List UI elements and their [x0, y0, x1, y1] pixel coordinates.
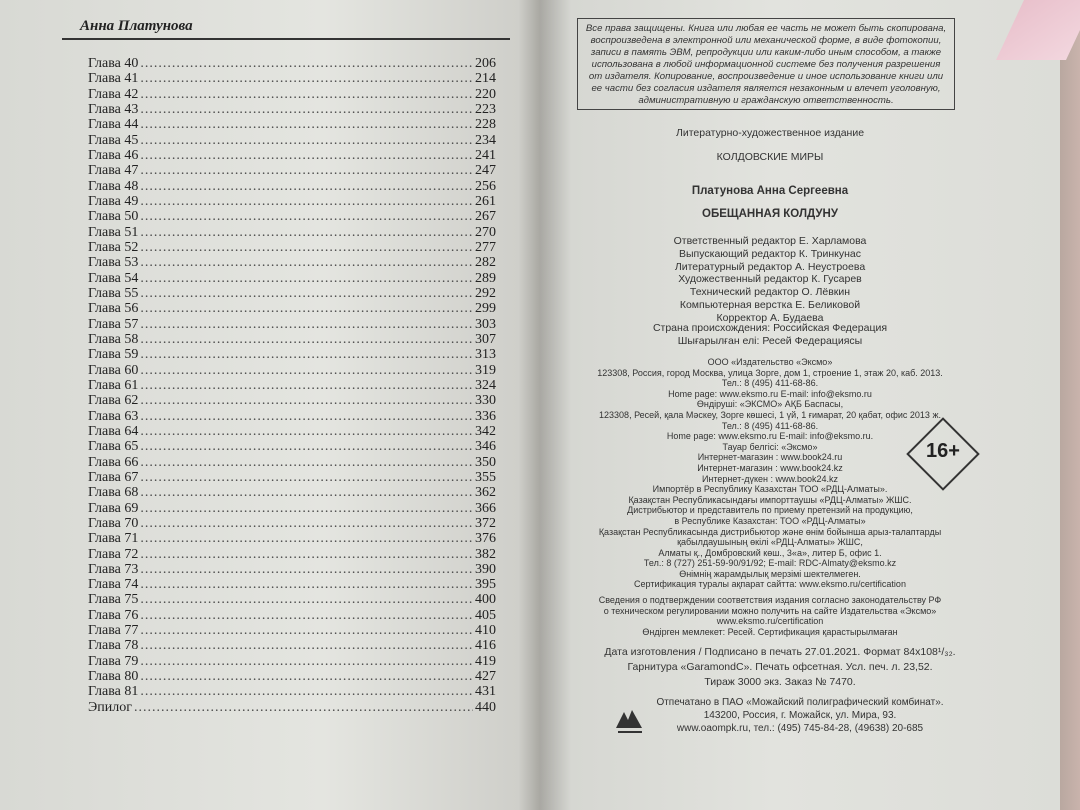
toc-row: [88, 332, 496, 347]
toc-title: Глава 47: [88, 163, 139, 179]
book-edge: [1060, 0, 1080, 810]
credit-line: Корректор А. Будаева: [716, 311, 824, 324]
toc-leader-dots: [140, 577, 473, 592]
toc-title: Глава 72: [88, 546, 139, 562]
toc-leader-dots: [140, 562, 473, 577]
toc-leader-dots: [140, 455, 473, 470]
publisher-line: Сертификация туралы ақпарат сайтта: www.eksmo.ru/certification: [634, 579, 906, 590]
toc-title: Глава 55: [88, 285, 139, 301]
toc-leader-dots: [140, 547, 473, 562]
toc-leader-dots: [140, 623, 473, 638]
toc-title: Глава 74: [88, 577, 139, 593]
toc-page-number: 372: [475, 515, 496, 531]
toc-leader-dots: [140, 424, 473, 439]
toc-page-number: 336: [475, 408, 496, 424]
toc-row: [88, 225, 496, 240]
print-info-line: Гарнитура «GaramondC». Печать офсетная. Усл. печ. л. 23,52.: [627, 661, 933, 673]
toc-title: Глава 42: [88, 86, 139, 102]
toc-page-number: 223: [475, 101, 496, 117]
toc-row: [88, 654, 496, 669]
toc-leader-dots: [134, 700, 473, 715]
edition-type: Литературно-художественное издание: [675, 127, 865, 139]
toc-leader-dots: [140, 531, 473, 546]
toc-page-number: 376: [475, 531, 496, 547]
toc-leader-dots: [140, 592, 473, 607]
toc-title: Эпилог: [88, 699, 132, 715]
publisher-line: 123308, Россия, город Москва, улица Зорге, дом 1, строение 1, этаж 20, каб. 2013.: [597, 367, 943, 378]
toc-page-number: 416: [475, 638, 496, 654]
author-name: Платунова Анна Сергеевна: [691, 185, 849, 197]
publisher-line: 123308, Ресей, қала Мәскеу, Зорге көшесі, 1 үй, 1 ғимарат, 20 қабат, офис 2013 ж.: [599, 409, 941, 420]
toc-leader-dots: [140, 470, 473, 485]
printer-logo-icon: [612, 702, 646, 736]
toc-page-number: 431: [475, 684, 496, 700]
publisher-line: Импортёр в Республику Казахстан ТОО «РДЦ-Алматы».: [652, 484, 888, 495]
toc-leader-dots: [140, 163, 473, 178]
origin-info: [560, 322, 980, 348]
toc-row: [88, 317, 496, 332]
toc-row: [88, 562, 496, 577]
publisher-line: Тел.: 8 (495) 411-68-86.: [721, 378, 819, 389]
toc-page-number: 382: [475, 546, 496, 562]
toc-leader-dots: [140, 102, 473, 117]
toc-title: Глава 57: [88, 316, 139, 332]
toc-row: [88, 347, 496, 362]
toc-row: [88, 547, 496, 562]
toc-page-number: 241: [475, 147, 496, 163]
toc-title: Глава 64: [88, 423, 139, 439]
toc-row: [88, 163, 496, 178]
print-info: [580, 645, 980, 690]
toc-leader-dots: [140, 117, 473, 132]
toc-title: Глава 49: [88, 193, 139, 209]
toc-page-number: 362: [475, 485, 496, 501]
toc-title: Глава 52: [88, 239, 139, 255]
toc-page-number: 313: [475, 347, 496, 363]
toc-leader-dots: [140, 240, 473, 255]
publisher-line: Интернет-дүкен : www.book24.kz: [701, 473, 839, 484]
toc-page-number: 234: [475, 132, 496, 148]
toc-page-number: 261: [475, 193, 496, 209]
toc-title: Глава 66: [88, 454, 139, 470]
rights-notice: Все права защищены. Книга или любая ее часть не может быть скопирована, воспроизведена в электронной или механической форме, в виде фотокопии, записи в память ЭВМ, репродукции или каким-либо иным способом, а также использована в любой информационной системе без получения разрешения от издателя. Копирование, воспроизведение и иное использование книги или ее части без согласия издателя является незаконным и влечет уголовную, административную и гражданскую ответственность.: [577, 18, 955, 110]
toc-title: Глава 73: [88, 561, 139, 577]
toc-row: [88, 439, 496, 454]
toc-leader-dots: [140, 669, 473, 684]
toc-title: Глава 51: [88, 224, 139, 240]
toc-page-number: 427: [475, 669, 496, 685]
toc-leader-dots: [140, 363, 473, 378]
toc-row: [88, 592, 496, 607]
toc-row: [88, 577, 496, 592]
toc-page-number: 214: [475, 71, 496, 87]
toc-page-number: 330: [475, 393, 496, 409]
toc-page-number: 267: [475, 209, 496, 225]
toc-title: Глава 79: [88, 653, 139, 669]
toc-row: [88, 286, 496, 301]
toc-leader-dots: [140, 501, 473, 516]
toc-page-number: 282: [475, 255, 496, 271]
toc-row: [88, 455, 496, 470]
toc-title: Глава 54: [88, 270, 139, 286]
toc-row: [88, 271, 496, 286]
series-name: КОЛДОВСКИЕ МИРЫ: [716, 151, 824, 163]
toc-row: [88, 56, 496, 71]
toc-title: Глава 62: [88, 393, 139, 409]
toc-leader-dots: [140, 133, 473, 148]
toc-page-number: 355: [475, 469, 496, 485]
publisher-line: Интернет-магазин : www.book24.kz: [697, 462, 843, 473]
toc-page-number: 366: [475, 500, 496, 516]
toc-row: [88, 669, 496, 684]
toc-row: [88, 684, 496, 699]
toc-leader-dots: [140, 347, 473, 362]
toc-title: Глава 53: [88, 255, 139, 271]
book-title: ОБЕЩАННАЯ КОЛДУНУ: [702, 208, 838, 220]
toc-page-number: 277: [475, 239, 496, 255]
publisher-line: ООО «Издательство «Эксмо»: [707, 357, 833, 367]
print-info-line: Тираж 3000 экз. Заказ № 7470.: [704, 676, 856, 688]
toc-row: [88, 608, 496, 623]
toc-row: [88, 409, 496, 424]
toc-row: [88, 179, 496, 194]
toc-title: Глава 68: [88, 485, 139, 501]
publisher-info: [560, 357, 980, 590]
toc-page-number: 289: [475, 270, 496, 286]
toc-row: [88, 485, 496, 500]
toc-title: Глава 69: [88, 500, 139, 516]
toc-title: Глава 59: [88, 347, 139, 363]
toc-leader-dots: [140, 638, 473, 653]
credit-line: Литературный редактор А. Неустроева: [674, 260, 866, 273]
toc-page-number: 395: [475, 577, 496, 593]
publisher-line: Алматы қ., Домбровский көш., 3«а», литер Б, офис 1.: [658, 547, 882, 558]
toc-title: Глава 75: [88, 592, 139, 608]
toc-title: Глава 44: [88, 117, 139, 133]
toc-leader-dots: [140, 225, 473, 240]
toc-row: [88, 87, 496, 102]
toc-leader-dots: [140, 332, 473, 347]
running-head: Анна Платунова: [80, 18, 193, 34]
publisher-line: Интернет-магазин : www.book24.ru: [697, 452, 843, 463]
toc-title: Глава 78: [88, 638, 139, 654]
toc-title: Глава 67: [88, 469, 139, 485]
printer-info: [600, 696, 1000, 735]
toc-title: Глава 48: [88, 178, 139, 194]
header-rule: [62, 38, 510, 40]
toc-page-number: 324: [475, 377, 496, 393]
toc-row: [88, 378, 496, 393]
publisher-line: Тауар белгісі: «Эксмо»: [722, 441, 818, 452]
credit-line: Художественный редактор К. Гусарев: [678, 273, 862, 286]
toc-page-number: 299: [475, 301, 496, 317]
toc-page-number: 256: [475, 178, 496, 194]
toc-row: [88, 255, 496, 270]
publisher-line: Өнімнің жарамдылық мерзімі шектелмеген.: [679, 568, 861, 579]
toc-row: [88, 623, 496, 638]
toc-page-number: 419: [475, 653, 496, 669]
toc-row: [88, 301, 496, 316]
toc-row: [88, 501, 496, 516]
toc-title: Глава 71: [88, 531, 139, 547]
origin-line: Шығарылған елі: Ресей Федерациясы: [677, 335, 863, 347]
credit-line: Технический редактор О. Лёвкин: [689, 286, 851, 299]
toc-title: Глава 45: [88, 132, 139, 148]
toc-page-number: 270: [475, 224, 496, 240]
toc-leader-dots: [140, 209, 473, 224]
toc-page-number: 390: [475, 561, 496, 577]
toc-row: [88, 133, 496, 148]
toc-row: [88, 194, 496, 209]
credit-line: Ответственный редактор Е. Харламова: [673, 235, 867, 247]
toc-row: [88, 148, 496, 163]
toc-row: [88, 102, 496, 117]
publisher-line: Қазақстан Республикасындағы импорттаушы «РДЦ-Алматы» ЖШС.: [628, 494, 912, 505]
toc-leader-dots: [140, 56, 473, 71]
toc-page-number: 440: [475, 699, 496, 715]
toc-title: Глава 40: [88, 56, 139, 71]
toc-row: [88, 209, 496, 224]
toc-page-number: 400: [475, 592, 496, 608]
toc-leader-dots: [140, 255, 473, 270]
toc-leader-dots: [140, 516, 473, 531]
publisher-line: қабылдаушының өкілі «РДЦ-Алматы» ЖШС,: [677, 537, 863, 548]
toc-leader-dots: [140, 409, 473, 424]
toc-row: [88, 531, 496, 546]
publisher-line: в Республике Казахстан: ТОО «РДЦ-Алматы»: [674, 515, 866, 526]
table-of-contents: [88, 56, 496, 715]
toc-leader-dots: [140, 179, 473, 194]
publisher-line: Home page: www.eksmo.ru E-mail: info@eksmo.ru.: [666, 431, 874, 442]
toc-leader-dots: [140, 194, 473, 209]
printer-info-line: Отпечатано в ПАО «Можайский полиграфический комбинат».: [656, 697, 944, 708]
age-rating: 16+: [926, 440, 960, 462]
certification-line: Өндірген мемлекет: Ресей. Сертификация қарастырылмаған: [642, 626, 898, 637]
publisher-line: Дистрибьютор и представитель по приему претензий на продукцию,: [627, 505, 913, 516]
toc-row: [88, 117, 496, 132]
toc-leader-dots: [140, 684, 473, 699]
toc-page-number: 303: [475, 316, 496, 332]
publisher-line: Тел.: 8 (495) 411-68-86.: [721, 420, 819, 431]
toc-title: Глава 50: [88, 209, 139, 225]
toc-row: [88, 71, 496, 86]
toc-title: Глава 46: [88, 147, 139, 163]
credit-line: Компьютерная верстка Е. Беликовой: [679, 298, 861, 311]
toc-page-number: 405: [475, 607, 496, 623]
toc-leader-dots: [140, 271, 473, 286]
toc-leader-dots: [140, 87, 473, 102]
toc-title: Глава 70: [88, 515, 139, 531]
printer-info-line: www.oaompk.ru, тел.: (495) 745-84-28, (49638) 20-685: [676, 723, 924, 734]
toc-leader-dots: [140, 439, 473, 454]
toc-page-number: 350: [475, 454, 496, 470]
toc-leader-dots: [140, 378, 473, 393]
toc-page-number: 292: [475, 285, 496, 301]
toc-title: Глава 76: [88, 607, 139, 623]
certification-line: Сведения о подтверждении соответствия издания согласно законодательству РФ: [598, 595, 942, 605]
toc-title: Глава 41: [88, 71, 139, 87]
credit-line: Выпускающий редактор К. Тринкунас: [679, 247, 861, 260]
publisher-line: Өндіруші: «ЭКСМО» АҚБ Баспасы,: [696, 399, 844, 410]
publisher-line: Home page: www.eksmo.ru E-mail: info@eksmo.ru: [668, 388, 872, 399]
toc-page-number: 410: [475, 623, 496, 639]
toc-title: Глава 80: [88, 669, 139, 685]
printer-info-line: 143200, Россия, г. Можайск, ул. Мира, 93.: [703, 710, 897, 721]
toc-leader-dots: [140, 654, 473, 669]
toc-title: Глава 56: [88, 301, 139, 317]
toc-leader-dots: [140, 317, 473, 332]
toc-page-number: 220: [475, 86, 496, 102]
toc-leader-dots: [140, 393, 473, 408]
toc-leader-dots: [140, 485, 473, 500]
toc-title: Глава 65: [88, 439, 139, 455]
toc-page-number: 319: [475, 362, 496, 378]
toc-leader-dots: [140, 148, 473, 163]
origin-line: Страна происхождения: Российская Федерация: [652, 322, 888, 334]
toc-title: Глава 58: [88, 331, 139, 347]
toc-row: [88, 240, 496, 255]
toc-leader-dots: [140, 71, 473, 86]
toc-page-number: 342: [475, 423, 496, 439]
certification-info: [560, 595, 980, 637]
toc-title: Глава 77: [88, 623, 139, 639]
toc-page-number: 346: [475, 439, 496, 455]
certification-line: www.eksmo.ru/certification: [716, 616, 824, 627]
certification-line: о техническом регулировании можно получить на сайте Издательства «Эксмо»: [603, 605, 937, 616]
toc-page-number: 307: [475, 331, 496, 347]
publisher-line: Қазақстан Республикасында дистрибьютор және өнім бойынша арыз-талаптарды: [598, 526, 942, 537]
toc-row: [88, 363, 496, 378]
credits-list: [560, 235, 980, 325]
toc-title: Глава 63: [88, 408, 139, 424]
toc-row: [88, 393, 496, 408]
toc-page-number: 247: [475, 163, 496, 179]
publisher-line: Тел.: 8 (727) 251-59-90/91/92; E-mail: RDC-Almaty@eksmo.kz: [643, 558, 897, 569]
toc-page-number: 206: [475, 56, 496, 71]
toc-row: [88, 470, 496, 485]
print-info-line: Дата изготовления / Подписано в печать 27.01.2021. Формат 84x108¹/₃₂.: [604, 646, 956, 658]
toc-row: [88, 638, 496, 653]
toc-row: [88, 424, 496, 439]
toc-title: Глава 60: [88, 362, 139, 378]
toc-title: Глава 61: [88, 377, 139, 393]
toc-leader-dots: [140, 286, 473, 301]
toc-row: [88, 700, 496, 715]
toc-title: Глава 43: [88, 101, 139, 117]
toc-title: Глава 81: [88, 684, 139, 700]
toc-leader-dots: [140, 608, 473, 623]
toc-row: [88, 516, 496, 531]
toc-page-number: 228: [475, 117, 496, 133]
toc-leader-dots: [140, 301, 473, 316]
